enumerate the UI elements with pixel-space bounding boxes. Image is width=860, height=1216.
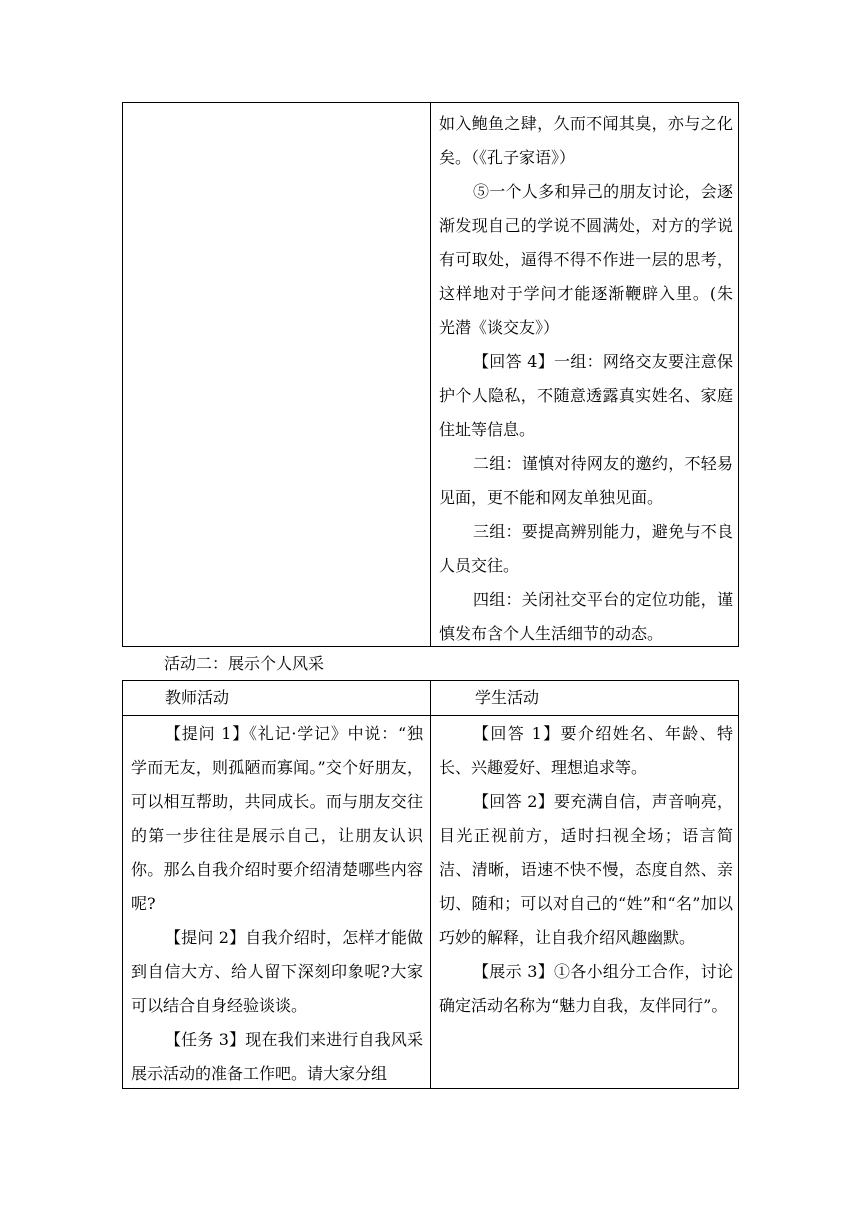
activity-caption: 活动二：展示个人风采 — [164, 654, 325, 673]
teacher-paragraph: 【提问 2】自我介绍时，怎样才能做到自信大方、给人留下深刻印象呢?大家可以结合自身经验谈谈。 — [131, 928, 423, 1015]
student-activity-header: 学生活动 — [475, 688, 540, 707]
quote-paragraph: ⑤一个人多和异己的朋友讨论，会逐渐发现自己的学说不圆满处，对方的学说有可取处，逼得不得不作进一层的思考，这样地对于学问才能逐渐鞭辟入里。(朱光潜《谈交友》） — [439, 182, 733, 337]
student-paragraph: 【回答 1】要介绍姓名、年龄、特长、兴趣爱好、理想追求等。 — [439, 724, 733, 777]
column-divider — [430, 681, 431, 1088]
teacher-paragraph: 【任务 3】现在我们来进行自我风采展示活动的准备工作吧。请大家分组 — [131, 1030, 423, 1083]
answer-paragraph: 【回答 4】一组：网络交友要注意保护个人隐私，不随意透露真实姓名、家庭住址等信息。 — [439, 352, 733, 439]
teacher-paragraph: 【提问 1】《礼记·学记》中说：“独学而无友，则孤陋而寡闻。”交个好朋友，可以相互帮助，共同成长。而与朋友交往的第一步往往是展示自己，让朋友认识你。那么自我介绍时要介绍清楚哪些内容呢? — [131, 724, 423, 913]
student-paragraph: 【展示 3】①各小组分工合作，讨论确定活动名称为“魅力自我，友伴同行”。 — [439, 962, 733, 1015]
column-divider — [430, 103, 431, 646]
teacher-activity-cell — [131, 717, 423, 1091]
student-paragraph: 【回答 2】要充满自信，声音响亮，目光正视前方，适时扫视全场；语言简洁、清晰，语速不快不慢，态度自然、亲切、随和；可以对自己的“姓”和“名”加以巧妙的解释，让自我介绍风趣幽默。 — [439, 792, 733, 947]
student-activity-cell — [439, 717, 733, 1023]
header-divider — [123, 715, 738, 716]
answer-paragraph: 四组：关闭社交平台的定位功能，谨慎发布含个人生活细节的动态。 — [439, 590, 733, 643]
student-activity-cell — [439, 107, 733, 651]
activity-two-table — [122, 680, 739, 1089]
answer-paragraph: 二组：谨慎对待网友的邀约，不轻易见面，更不能和网友单独见面。 — [439, 454, 733, 507]
lesson-table-continued — [122, 102, 739, 647]
teacher-activity-header: 教师活动 — [165, 688, 230, 707]
quote-paragraph: 如入鲍鱼之肆，久而不闻其臭，亦与之化矣。（《孔子家语》） — [439, 114, 733, 167]
answer-paragraph: 三组：要提高辨别能力，避免与不良人员交往。 — [439, 522, 733, 575]
